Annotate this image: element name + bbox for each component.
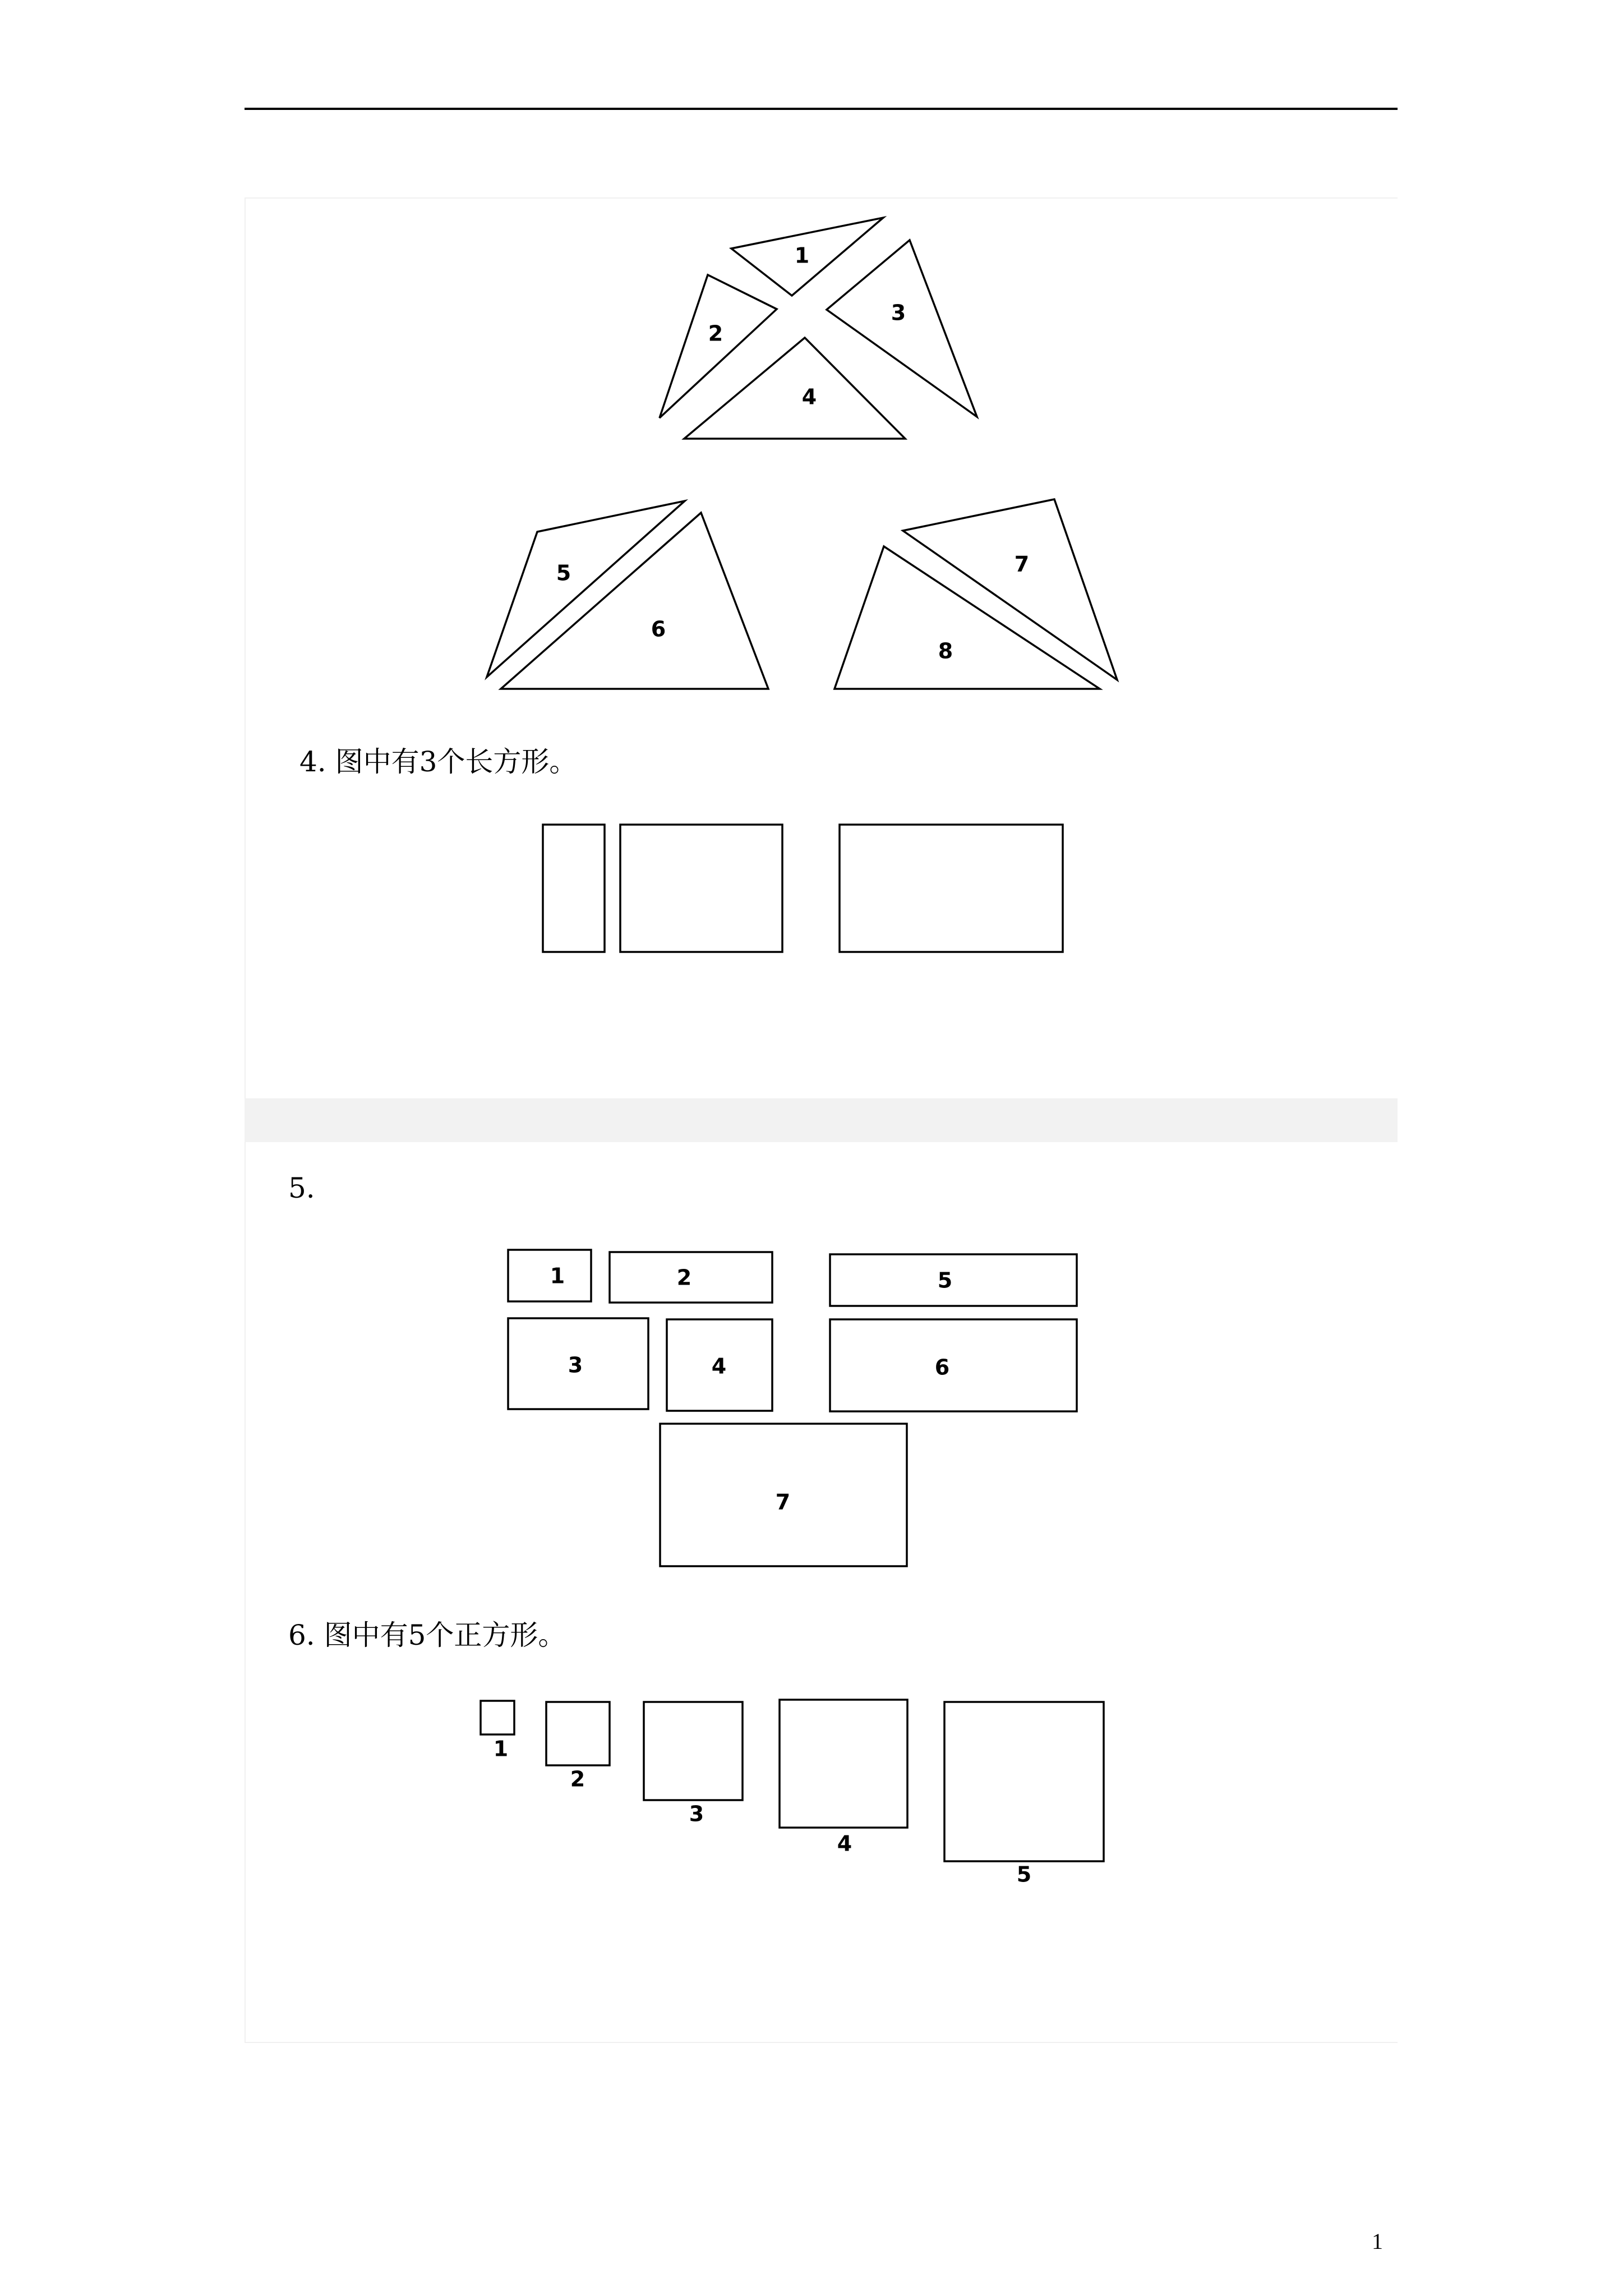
- q5-rectangle-label-1: 1: [550, 1263, 565, 1289]
- q6-square-label-2: 2: [570, 1766, 585, 1792]
- left-split-triangle-figure: [487, 501, 768, 689]
- right-split-triangle-figure: [834, 499, 1117, 689]
- triangle-label-8: 8: [938, 638, 953, 664]
- q5-rectangle-5: [830, 1254, 1077, 1306]
- q5-rectangle-label-2: 2: [676, 1265, 692, 1290]
- triangle-label-4: 4: [801, 384, 817, 409]
- q6-square-2: [546, 1702, 610, 1765]
- question-4-text: 4. 图中有3个长方形。: [299, 746, 578, 778]
- q5-rectangle-label-5: 5: [937, 1268, 953, 1293]
- triangle-label-2: 2: [708, 321, 723, 346]
- q5-rectangle-6: [830, 1319, 1077, 1411]
- triangle-label-7: 7: [1014, 551, 1030, 577]
- q6-square-label-3: 3: [689, 1801, 704, 1826]
- q6-square-1: [481, 1701, 514, 1734]
- triangle-label-6: 6: [651, 616, 666, 642]
- q4-rectangle-2: [620, 825, 782, 952]
- q5-rectangles-figure: [508, 1250, 1077, 1566]
- q6-square-3: [644, 1702, 743, 1800]
- top-triangle-figure: [660, 218, 977, 439]
- q5-rectangle-label-4: 4: [711, 1354, 727, 1379]
- q5-rectangle-label-6: 6: [934, 1355, 950, 1380]
- q6-square-label-5: 5: [1016, 1862, 1032, 1887]
- q6-square-4: [780, 1700, 907, 1828]
- page-number: 1: [1372, 2229, 1383, 2254]
- q4-rectangles-figure: [543, 825, 1063, 952]
- q5-rectangle-label-7: 7: [775, 1489, 791, 1515]
- q6-square-5: [944, 1702, 1104, 1861]
- triangle-label-3: 3: [891, 300, 906, 325]
- q4-rectangle-1: [543, 825, 605, 952]
- question-6-text: 6. 图中有5个正方形。: [288, 1619, 566, 1651]
- q6-squares-figure: [481, 1700, 1104, 1887]
- q5-rectangle-label-3: 3: [568, 1352, 583, 1378]
- question-5-text: 5.: [288, 1172, 315, 1204]
- q6-square-label-4: 4: [837, 1831, 852, 1856]
- triangle-label-5: 5: [556, 560, 571, 586]
- q6-square-label-1: 1: [493, 1736, 509, 1761]
- q4-rectangle-3: [840, 825, 1063, 952]
- triangle-label-1: 1: [794, 243, 810, 268]
